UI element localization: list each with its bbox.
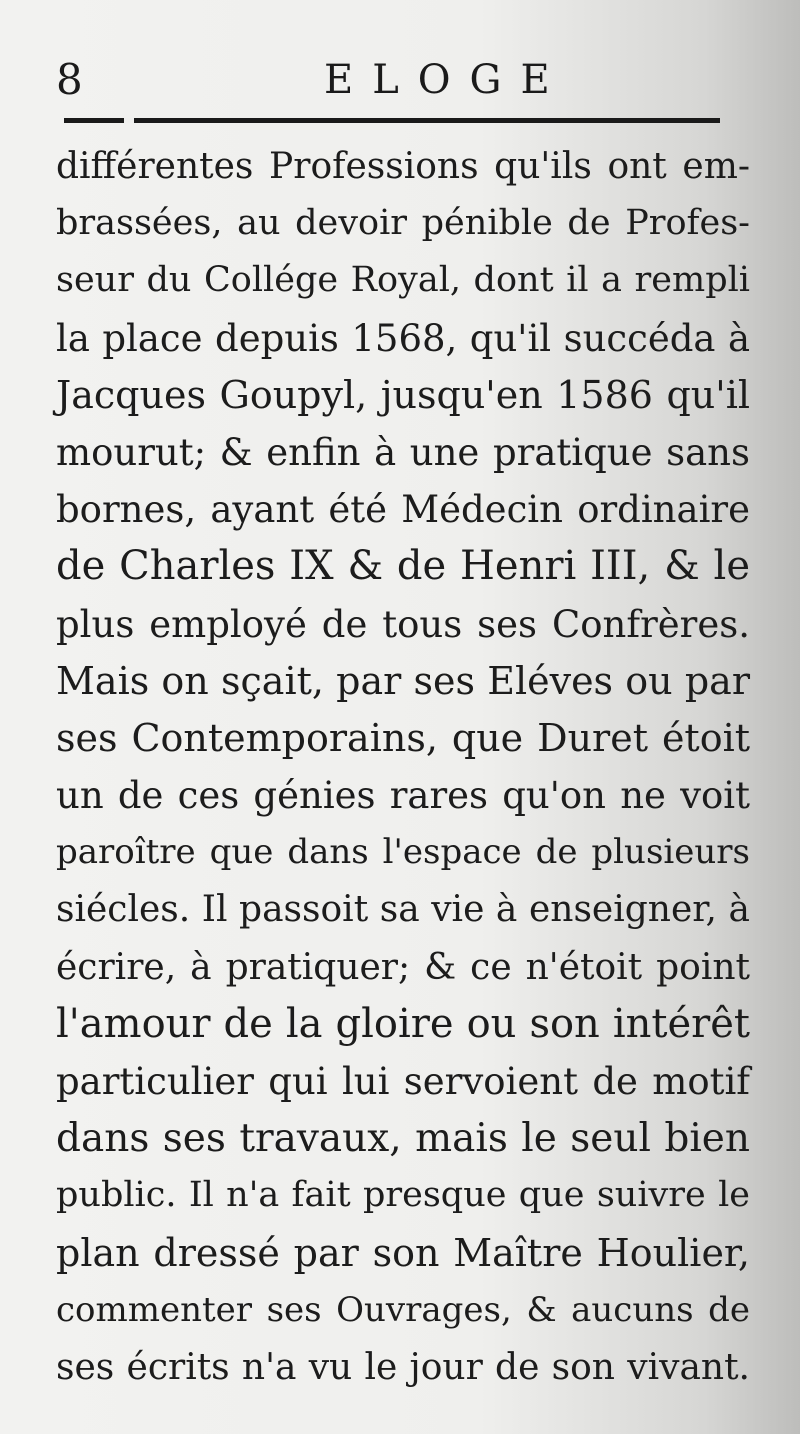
text-line: Mais on sçait, par ses Eléves ou par bbox=[56, 658, 750, 703]
text-line: mourut; & enfin à une pratique sans bbox=[56, 430, 750, 474]
text-line: de Charles IX & de Henri III, & le bbox=[56, 543, 750, 590]
text-line: la place depuis 1568, qu'il succéda à bbox=[56, 316, 750, 360]
text-line: particulier qui lui servoient de motif bbox=[56, 1060, 750, 1103]
text-line: public. Il n'a fait presque que suivre le bbox=[56, 1175, 750, 1216]
text-line: plus employé de tous ses Confrères. bbox=[56, 602, 750, 646]
text-line: un de ces génies rares qu'on ne voit bbox=[56, 774, 750, 818]
text-line: plan dressé par son Maître Houlier, bbox=[56, 1230, 750, 1275]
text-line: différentes Professions qu'ils ont em- bbox=[56, 146, 750, 187]
text-line: l'amour de la gloire ou son intérêt bbox=[56, 1000, 750, 1047]
text-line: commenter ses Ouvrages, & aucuns de bbox=[56, 1289, 750, 1330]
text-line: ses écrits n'a vu le jour de son vivant. bbox=[56, 1346, 750, 1388]
text-line: dans ses travaux, mais le seul bien bbox=[56, 1116, 750, 1162]
text-line: ses Contemporains, que Duret étoit bbox=[56, 715, 750, 760]
header-rule bbox=[64, 118, 720, 123]
text-line: Jacques Goupyl, jusqu'en 1586 qu'il bbox=[56, 372, 750, 417]
text-line: paroître que dans l'espace de plusieurs bbox=[56, 832, 750, 873]
page-header bbox=[56, 42, 736, 102]
text-line: seur du Collége Royal, dont il a rempli bbox=[56, 260, 750, 301]
body-text bbox=[56, 138, 750, 1396]
text-line: brassées, au devoir pénible de Profes- bbox=[56, 203, 750, 244]
text-line: bornes, ayant été Médecin ordinaire bbox=[56, 488, 750, 532]
running-head: ELOGE bbox=[324, 57, 569, 103]
text-line: siécles. Il passoit sa vie à enseigner, à bbox=[56, 889, 750, 931]
text-line: écrire, à pratiquer; & ce n'étoit point bbox=[56, 946, 750, 988]
page-number: 8 bbox=[56, 55, 83, 104]
